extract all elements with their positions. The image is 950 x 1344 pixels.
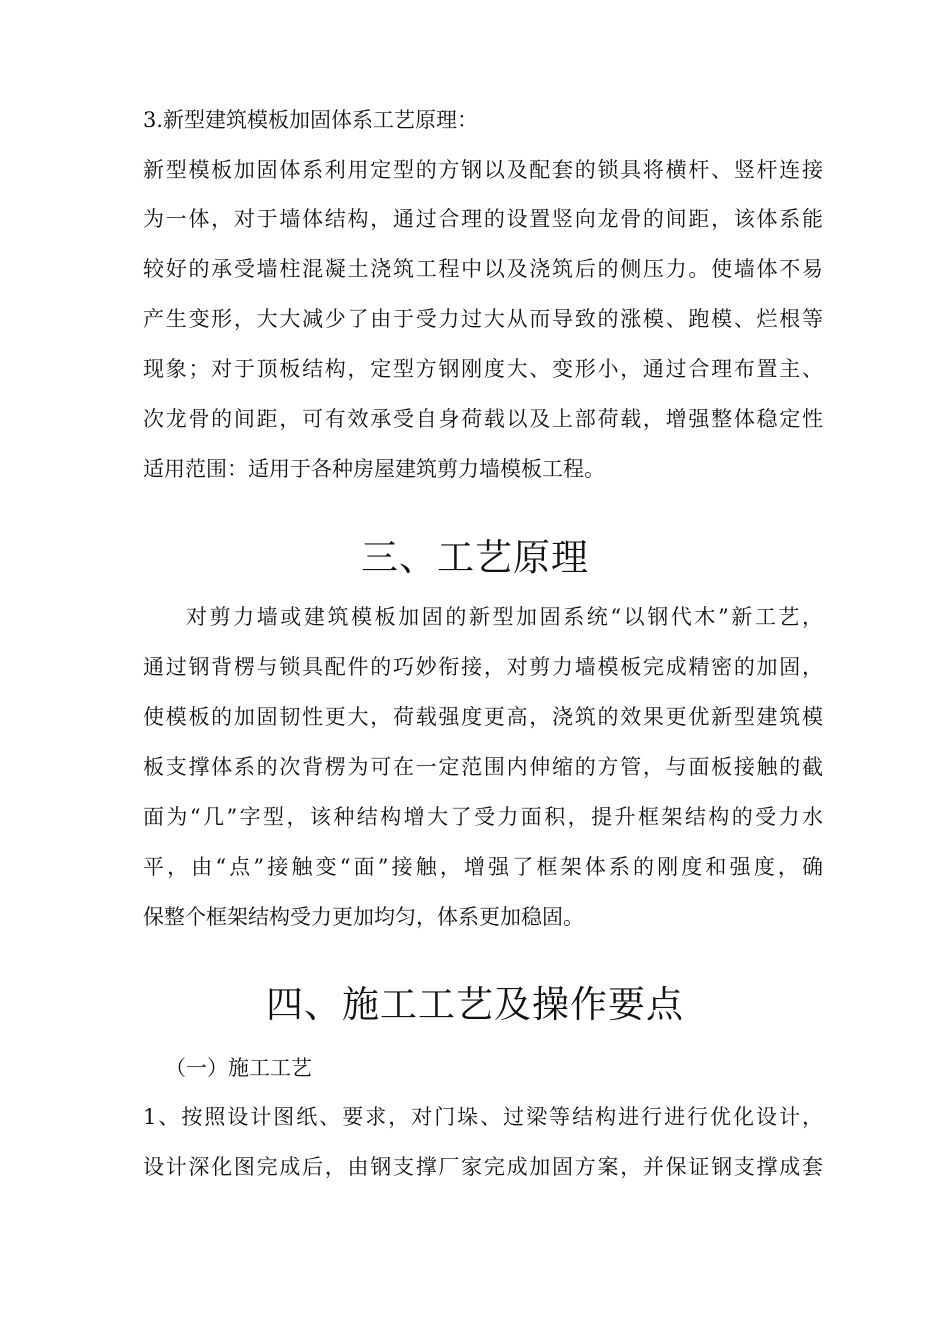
principle-text-line-5: 面为“几”字型，该种结构增大了受力面积，提升框架结构的受力水 (143, 805, 823, 829)
principle-text-line-7: 保整个框架结构受力更加均匀，体系更加稳固。 (143, 905, 584, 929)
principle-text-line-6: 平，由“点”接触变“面”接触，增强了框架体系的刚度和强度，确 (143, 855, 823, 879)
heading-three: 三、工艺原理 (361, 536, 589, 579)
principle-text-line-3: 使模板的加固韧性更大，荷载强度更高，浇筑的效果更优新型建筑模 (143, 705, 823, 729)
step-one-line-2: 设计深化图完成后，由钢支撑厂家完成加固方案，并保证钢支撑成套 (143, 1155, 823, 1179)
principle-text-line-1: 对剪力墙或建筑模板加固的新型加固系统“以钢代木”新工艺， (186, 605, 823, 629)
section3-text-line-7: 适用范围：适用于各种房屋建筑剪力墙模板工程。 (143, 457, 605, 481)
section3-title: 3.新型建筑模板加固体系工艺原理： (143, 108, 479, 132)
section3-text-line-1: 新型模板加固体系利用定型的方钢以及配套的锁具将横杆、竖杆连接 (143, 158, 823, 182)
subheading-construction-process: （一）施工工艺 (165, 1056, 312, 1080)
principle-text-line-2: 通过钢背楞与锁具配件的巧妙衔接，对剪力墙模板完成精密的加固， (143, 655, 823, 679)
heading-four: 四、施工工艺及操作要点 (266, 983, 684, 1026)
section3-text-line-6: 次龙骨的间距，可有效承受自身荷载以及上部荷载，增强整体稳定性 (143, 407, 823, 431)
section3-text-line-2: 为一体，对于墙体结构，通过合理的设置竖向龙骨的间距，该体系能 (143, 207, 823, 231)
section3-text-line-4: 产生变形，大大减少了由于受力过大从而导致的涨模、跑模、烂根等 (143, 307, 823, 331)
section3-text-line-5: 现象；对于顶板结构，定型方钢刚度大、变形小，通过合理布置主、 (143, 357, 823, 381)
principle-text-line-4: 板支撑体系的次背楞为可在一定范围内伸缩的方管，与面板接触的截 (143, 755, 823, 779)
step-one-line-1: 1、按照设计图纸、要求，对门垛、过梁等结构进行进行优化设计， (143, 1105, 823, 1129)
section3-text-line-3: 较好的承受墙柱混凝土浇筑工程中以及浇筑后的侧压力。使墙体不易 (143, 257, 823, 281)
